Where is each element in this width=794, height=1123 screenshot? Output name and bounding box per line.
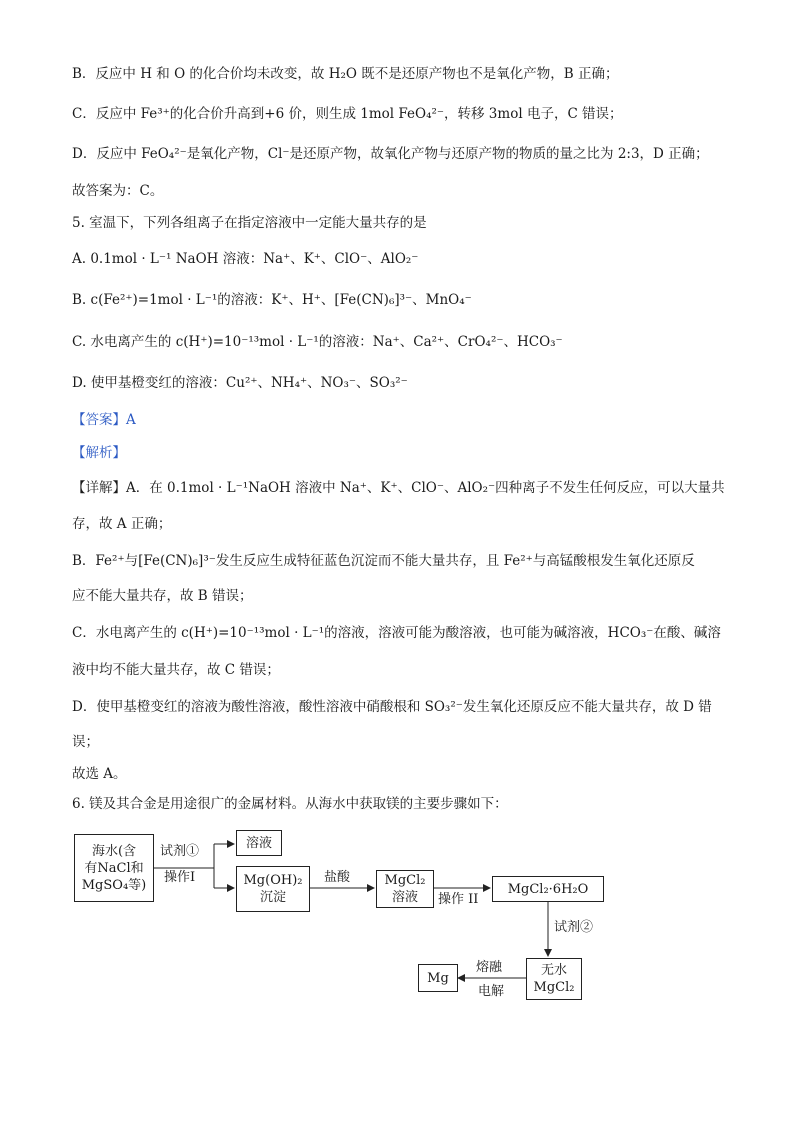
magnesium-flow-diagram [72,826,632,1016]
mgcl2-solution-line: MgCl₂ [384,873,426,888]
hydrate-box [492,876,604,902]
option-c: C. 水电离产生的 c(H⁺)=10⁻¹³mol · L⁻¹的溶液：Na⁺、Ca²⁺、CrO₄²⁻、HCO₃⁻ [72,334,563,350]
text-line: 故答案为：C。 [72,183,164,199]
text-line: C．水电离产生的 c(H⁺)=10⁻¹³mol · L⁻¹的溶液，溶液可能为酸溶液，也可能为碱溶液，HCO₃⁻在酸、碱溶 [72,625,721,641]
operation-1-label: 操作I [164,870,196,885]
seawater-line: 有NaCl和 [84,860,144,876]
question-6-title: 6. 镁及其合金是用途很广的金属材料。从海水中获取镁的主要步骤如下： [72,796,508,812]
text-line: 存，故 A 正确； [72,516,172,532]
seawater-box [74,834,154,902]
solution-text: 溶液 [245,835,272,851]
reagent-1-label: 试剂① [160,844,200,859]
text-line: 误； [72,734,99,750]
mgcl2-solution-box [376,870,434,908]
text-line: D．反应中 FeO₄²⁻是氧化产物，Cl⁻是还原产物，故氧化产物与还原产物的物质的量之比为 2:3，D 正确； [72,146,709,162]
mgoh2-line: Mg(OH)₂ [243,873,303,888]
text-line: 【详解】A．在 0.1mol · L⁻¹NaOH 溶液中 Na⁺、K⁺、ClO⁻、AlO₂⁻四种离子不发生任何反应，可以大量共 [72,480,725,496]
analysis-label: 【解析】 [72,445,126,461]
reagent-2-label: 试剂② [554,920,594,935]
melt-label: 熔融 [476,960,503,975]
option-a: A. 0.1mol · L⁻¹ NaOH 溶液：Na⁺、K⁺、ClO⁻、AlO₂⁻ [72,251,419,267]
hydrate-text: MgCl₂·6H₂O [507,881,589,897]
seawater-line: MgSO₄等) [81,877,147,893]
text-line: 液中均不能大量共存，故 C 错误； [72,662,280,678]
anhydrous-line: 无水 [540,963,567,978]
text-line: C．反应中 Fe³⁺的化合价升高到+6 价，则生成 1mol FeO₄²⁻，转移 3mol 电子，C 错误； [72,106,623,122]
text-line: 应不能大量共存，故 B 错误； [72,588,253,604]
anhydrous-line: MgCl₂ [533,980,575,995]
electrolysis-label: 电解 [478,984,505,999]
option-d: D. 使甲基橙变红的溶液：Cu²⁺、NH₄⁺、NO₃⁻、SO₃²⁻ [72,375,408,391]
question-5-title: 5. 室温下，下列各组离子在指定溶液中一定能大量共存的是 [72,215,427,231]
mgoh2-line: 沉淀 [259,890,286,905]
mg-text: Mg [427,970,449,986]
mg-box [418,964,458,992]
text-line: D．使甲基橙变红的溶液为酸性溶液，酸性溶液中硝酸根和 SO₃²⁻发生氧化还原反应不能大量共存，故 D 错 [72,699,712,715]
seawater-line: 海水(含 [91,843,137,859]
mgcl2-solution-line: 溶液 [391,890,418,905]
hcl-label: 盐酸 [324,870,351,885]
text-line: B．反应中 H 和 O 的化合价均未改变，故 H₂O 既不是还原产物也不是氧化产物，B 正确； [72,66,619,82]
text-line: 故选 A。 [72,766,127,782]
operation-2-label: 操作 II [438,892,479,907]
option-b: B. c(Fe²⁺)=1mol · L⁻¹的溶液：K⁺、H⁺、[Fe(CN)₆]³⁻、MnO₄⁻ [72,292,472,308]
anhydrous-mgcl2-box [526,958,582,1000]
solution-box [236,830,282,856]
answer-label: 【答案】A [72,412,136,428]
text-line: B．Fe²⁺与[Fe(CN)₆]³⁻发生反应生成特征蓝色沉淀而不能大量共存，且 Fe²⁺与高锰酸根发生氧化还原反 [72,553,695,569]
mgoh2-box [236,866,310,912]
